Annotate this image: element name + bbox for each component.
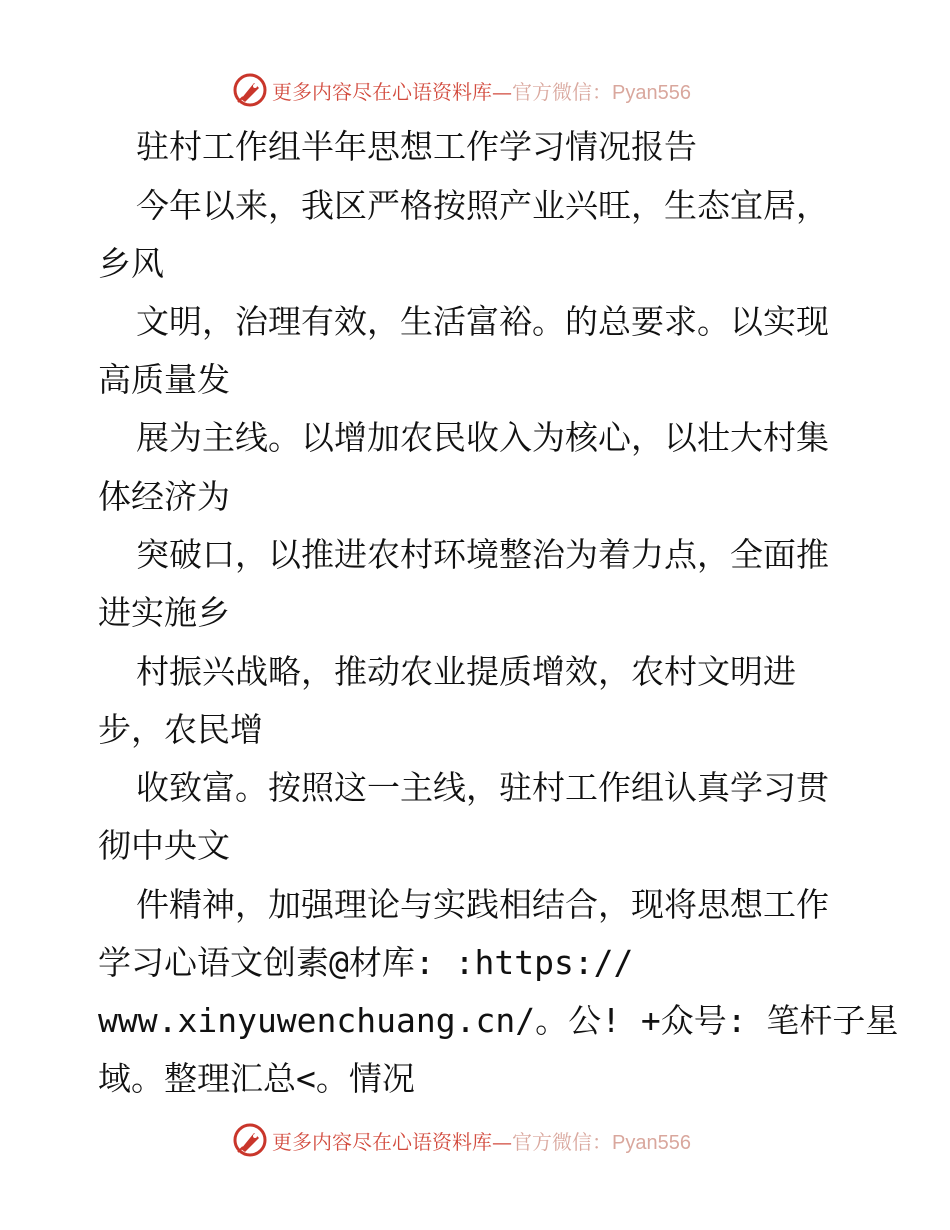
paragraph-line: 收致富。按照这一主线，驻村工作组认真学习贯 [136,768,829,807]
banner-site-name: 更多内容尽在心语资料库 [272,1130,492,1154]
footer-watermark-banner [0,1120,950,1160]
paragraph-line: 今年以来，我区严格按照产业兴旺，生态宜居， [136,186,829,225]
paragraph-line: 高质量发 [98,360,230,399]
banner-text [272,76,691,105]
header-watermark-banner [0,70,950,110]
paragraph-line: 步，农民增 [98,710,263,749]
paragraph-line: 彻中央文 [98,826,230,865]
banner-separator: — [492,1130,512,1154]
banner-separator: — [492,80,512,104]
banner-contact: 官方微信：Pyan556 [512,82,691,104]
paragraph-line: 突破口，以推进农村环境整治为着力点，全面推 [136,535,829,574]
paragraph-line: 乡风 [98,244,164,283]
paragraph-line: 进实施乡 [98,593,230,632]
paragraph-line: 件精神，加强理论与实践相结合，现将思想工作 [136,885,829,924]
paragraph-line: www.xinyuwenchuang.cn/。公! +众号: 笔杆子星 [98,1001,899,1040]
paragraph-line: 学习心语文创素@材库: :https:// [98,943,634,982]
paragraph-line: 文明，治理有效，生活富裕。的总要求。以实现 [136,302,829,341]
banner-contact: 官方微信：Pyan556 [512,1132,691,1154]
banner-site-name: 更多内容尽在心语资料库 [272,80,492,104]
document-title: 驻村工作组半年思想工作学习情况报告 [136,127,697,166]
paragraph-line: 村振兴战略，推动农业提质增效，农村文明进 [136,652,796,691]
paragraph-line: 体经济为 [98,477,230,516]
paragraph-line: 域。整理汇总<。情况 [98,1059,415,1098]
banner-text [272,1126,691,1155]
paragraph-line: 展为主线。以增加农民收入为核心，以壮大村集 [136,418,829,457]
pen-nib-logo-icon [232,1122,268,1158]
pen-nib-logo-icon [232,72,268,108]
